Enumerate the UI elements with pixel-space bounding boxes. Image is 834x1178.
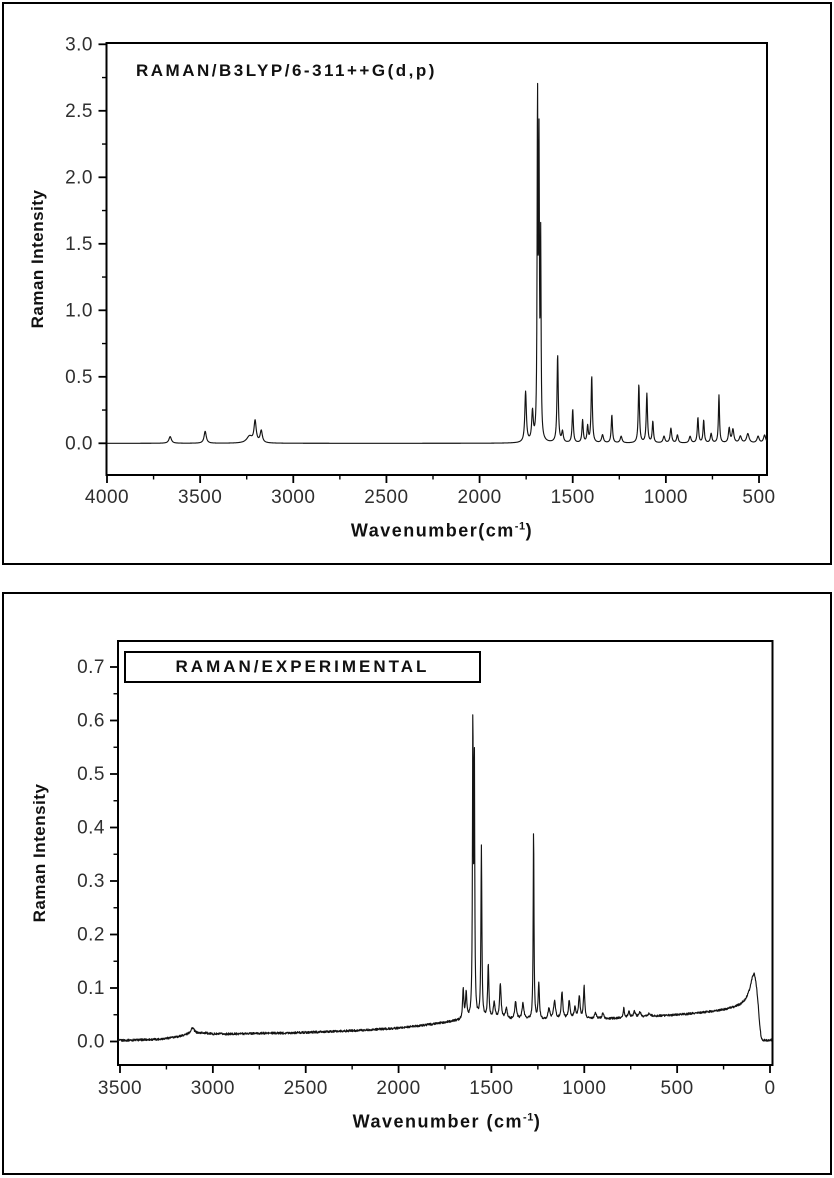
exp-x-tick-label: 500 — [660, 1078, 694, 1099]
dft-y-tick-label: 1.5 — [65, 233, 93, 255]
dft-y-tick-label: 2.5 — [65, 100, 93, 122]
experimental-title-box — [124, 651, 481, 683]
exp-x-tick-label: 1500 — [469, 1078, 514, 1099]
dft-y-tick-label: 1.0 — [65, 300, 93, 322]
dft-y-tick-label: 2.0 — [65, 167, 93, 189]
experimental-chart-title: RAMAN/EXPERIMENTAL — [175, 657, 430, 676]
dft-plot-frame — [107, 43, 768, 475]
exp-y-tick-label: 0.5 — [77, 764, 105, 785]
exp-y-tick-label: 0.3 — [77, 871, 105, 892]
exp-x-tick-label: 0 — [764, 1078, 776, 1099]
dft-x-tick-label: 2500 — [364, 487, 409, 508]
dft-y-tick-label: 0.5 — [65, 366, 93, 388]
exp-plot-frame — [118, 641, 773, 1065]
exp-y-tick-label: 0.0 — [77, 1031, 105, 1053]
dft-x-tick-label: 3000 — [271, 487, 316, 508]
x-label-text: Wavenumber (cm — [352, 1111, 524, 1132]
exp-y-tick-label: 0.1 — [77, 978, 105, 999]
dft-y-tick-label: 3.0 — [65, 34, 93, 56]
exp-x-tick-label: 3000 — [190, 1078, 235, 1099]
exp-x-tick-label: 3500 — [97, 1078, 143, 1099]
x-label-text-end: ) — [533, 1111, 542, 1132]
exp-x-tick-label: 1000 — [562, 1078, 607, 1099]
dft-x-tick-label: 500 — [742, 487, 776, 508]
calculated-y-axis-label: Raman Intensity — [28, 189, 47, 329]
exp-y-tick-label: 0.2 — [77, 924, 105, 946]
exp-y-tick-label: 0.4 — [77, 817, 105, 839]
experimental-y-axis-label: Raman Intensity — [30, 783, 49, 923]
exp-x-tick-label: 2500 — [283, 1078, 328, 1099]
calculated-x-axis-label — [351, 521, 533, 542]
exp-y-tick-label: 0.7 — [77, 657, 105, 678]
calculated-chart-title: RAMAN/B3LYP/6-311++G(d,p) — [136, 61, 437, 80]
exp-y-tick-label: 0.6 — [77, 710, 105, 732]
dft-x-tick-label: 1000 — [643, 487, 689, 508]
x-label-superscript: -1 — [514, 520, 526, 533]
exp-x-tick-label: 2000 — [376, 1078, 421, 1099]
x-label-superscript: -1 — [523, 1111, 534, 1124]
exp-spectrum-curve — [118, 715, 772, 1041]
dft-x-tick-label: 2000 — [457, 487, 502, 508]
experimental-x-axis-label — [353, 1112, 542, 1133]
x-label-text: Wavenumber(cm — [350, 520, 515, 541]
dft-spectrum-curve — [107, 84, 767, 444]
dft-x-tick-label: 1500 — [550, 487, 595, 508]
x-label-text-end: ) — [525, 520, 534, 541]
dft-x-tick-label: 4000 — [84, 487, 130, 508]
dft-y-tick-label: 0.0 — [65, 433, 93, 455]
dft-x-tick-label: 3500 — [178, 487, 223, 508]
